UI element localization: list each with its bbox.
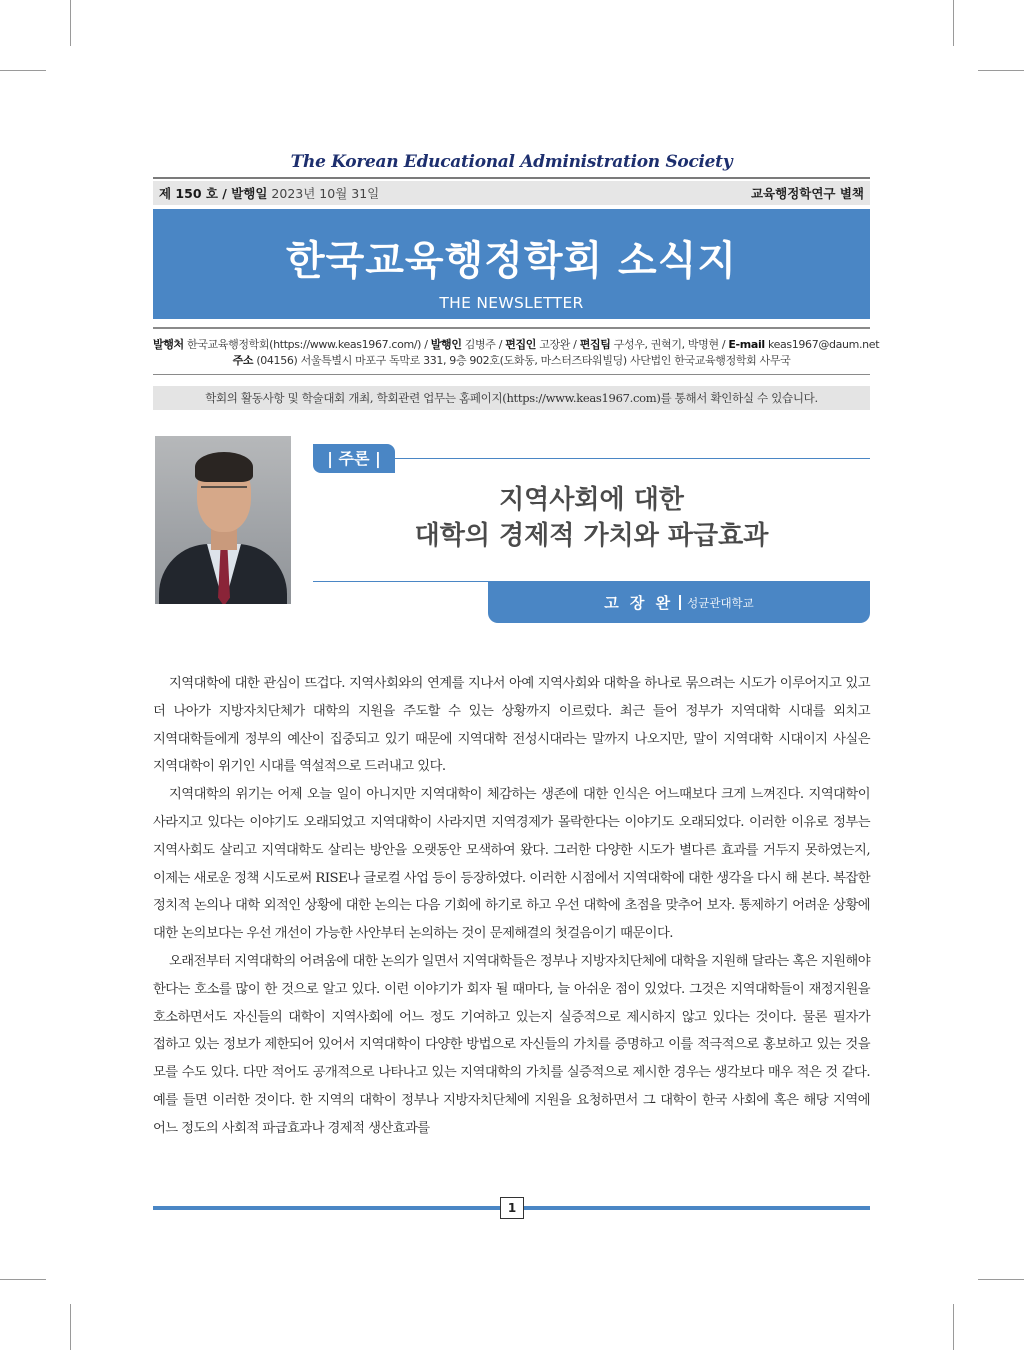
divider <box>395 458 870 459</box>
email-label: E-mail <box>728 338 765 351</box>
editor: 고장완 / <box>536 338 580 351</box>
issue-info <box>159 184 379 202</box>
paragraph: 오래전부터 지역대학의 어려움에 대한 논의가 일면서 지역대학들은 정부나 지방자치단체에 대학을 지원해 달라는 혹은 지원해야 한다는 호소를 많이 한 것으로 알고 있다. 이런 이야기가 회자 될 때마다, 늘 아쉬운 점이 있었다. 그것은 지역대학들이 재정지원을 호소하면서도 자신들의 대학이 지역사회에 어느 정도 기여하고 있는지 실증적으로 제시하지 않고 있다는 것이다. 물론 필자가 접하고 있는 정보가 제한되어 있어서 지역대학이 다양한 방법으로 자신들의 가치를 증명하고 이를 적극적으로 홍보하고 있는 것을 모를 수도 있다. 다만 적어도 공개적으로 나타나고 있는 지역대학의 가치를 실증적으로 제시한 경우는 생각보다 매우 적은 것 같다. 예를 들면 이러한 것이다. 한 지역의 대학이 정부나 지방자치단체에 지원을 요청하면서 그 대학이 한국 사회에 혹은 해당 지역에 어느 정도의 사회적 파급효과나 경제적 생산효과를 <box>153 953 870 1136</box>
homepage-notice: 학회의 활동사항 및 학술대회 개최, 학회관련 업무는 홈페이지(https://www.keas1967.com)를 통해서 확인하실 수 있습니다. <box>153 386 870 410</box>
crop-mark <box>978 1279 1024 1280</box>
newsletter-subtitle: THE NEWSLETTER <box>439 294 584 312</box>
crop-mark <box>70 0 71 46</box>
author-photo <box>155 436 291 604</box>
article-body <box>153 670 870 1143</box>
publication-info <box>153 336 880 352</box>
article-title-line: 대학의 경제적 가치와 파급효과 <box>414 521 769 551</box>
author-affiliation: 성균관대학교 <box>687 595 754 610</box>
separator <box>679 595 681 610</box>
crop-mark <box>0 1279 46 1280</box>
supplement-label: 교육행정학연구 별책 <box>750 186 864 201</box>
issue-date: 2023년 10월 31일 <box>267 186 380 201</box>
publisher: 한국교육행정학회(https://www.keas1967.com/) / <box>183 338 431 351</box>
newsletter-title: 한국교육행정학회 소식지 <box>286 238 737 284</box>
paragraph: 지역대학의 위기는 어제 오늘 일이 아니지만 지역대학이 체감하는 생존에 대한 인식은 어느때보다 크게 느껴진다. 지역대학이 사라지고 있다는 이야기도 오래되었고 지역대학이 사라지면 지역경제가 몰락한다는 이야기도 오래되었다. 이러한 이유로 정부는 지역사회도 살리고 지역대학도 살리는 방안을 오랫동안 모색하여 왔다. 그러한 다양한 시도가 별다른 효과를 거두지 못하였는지, 이제는 새로운 정책 시도로써 RISE나 글로컬 사업 등이 등장하였다. 이러한 시점에서 지역대학에 대한 생각을 다시 해 본다. 복잡한 정치적 논의나 대학 외적인 상황에 대한 논의는 다음 기회에 하기로 하고 우선 대학에 초점을 맞추어 보자. 통제하기 어려운 상황에 대한 논의보다는 우선 개선이 가능한 사안부터 논의하는 것이 문제해결의 첫걸음이기 때문이다. <box>153 787 870 942</box>
team: 구성우, 권혁기, 박명현 / <box>610 338 729 351</box>
author-box <box>488 582 870 623</box>
newsletter-banner <box>153 209 870 319</box>
publisher-label: 발행처 <box>153 338 184 351</box>
crop-mark <box>953 0 954 46</box>
crop-mark <box>0 70 46 71</box>
team-label: 편집팀 <box>579 338 611 351</box>
society-name: The Korean Educational Administration Society <box>290 152 733 172</box>
author-name: 고 장 완 <box>604 594 674 612</box>
issue-prefix: 제 150 호 / 발행일 <box>159 186 268 201</box>
section-tag: | 주론 | <box>313 444 395 473</box>
divider <box>153 374 870 375</box>
issue-bar <box>153 181 870 205</box>
crop-mark <box>70 1304 71 1350</box>
address-info <box>153 352 870 368</box>
issuer-label: 발행인 <box>430 338 462 351</box>
page-number: 1 <box>500 1197 524 1219</box>
divider <box>153 327 870 329</box>
crop-mark <box>953 1304 954 1350</box>
issuer: 김병주 / <box>461 338 506 351</box>
article-title-line: 지역사회에 대한 <box>499 485 684 515</box>
email: keas1967@daum.net <box>764 338 880 351</box>
paragraph: 지역대학에 대한 관심이 뜨겁다. 지역사회와의 연계를 지나서 아예 지역사회와 대학을 하나로 묶으려는 시도가 이루어지고 있고 더 나아가 지방자치단체가 대학의 지원을 주도할 수 있는 상황까지 이르렀다. 최근 들어 정부가 지역대학 시대를 외치고 지역대학들에게 정부의 예산이 집중되고 있기 때문에 지역대학 전성시대라는 말까지 나오지만, 말이 지역대학 시대이지 사실은 지역대학이 위기인 시대를 역설적으로 드러내고 있다. <box>153 676 870 775</box>
editor-label: 편집인 <box>505 338 537 351</box>
divider <box>153 177 870 179</box>
address-label: 주소 <box>232 354 254 367</box>
address: (04156) 서울특별시 마포구 독막로 331, 9층 902호(도화동, 마스터즈타워빌딩) 사단법인 한국교육행정학회 사무국 <box>253 354 791 367</box>
article-title <box>313 482 870 554</box>
crop-mark <box>978 70 1024 71</box>
